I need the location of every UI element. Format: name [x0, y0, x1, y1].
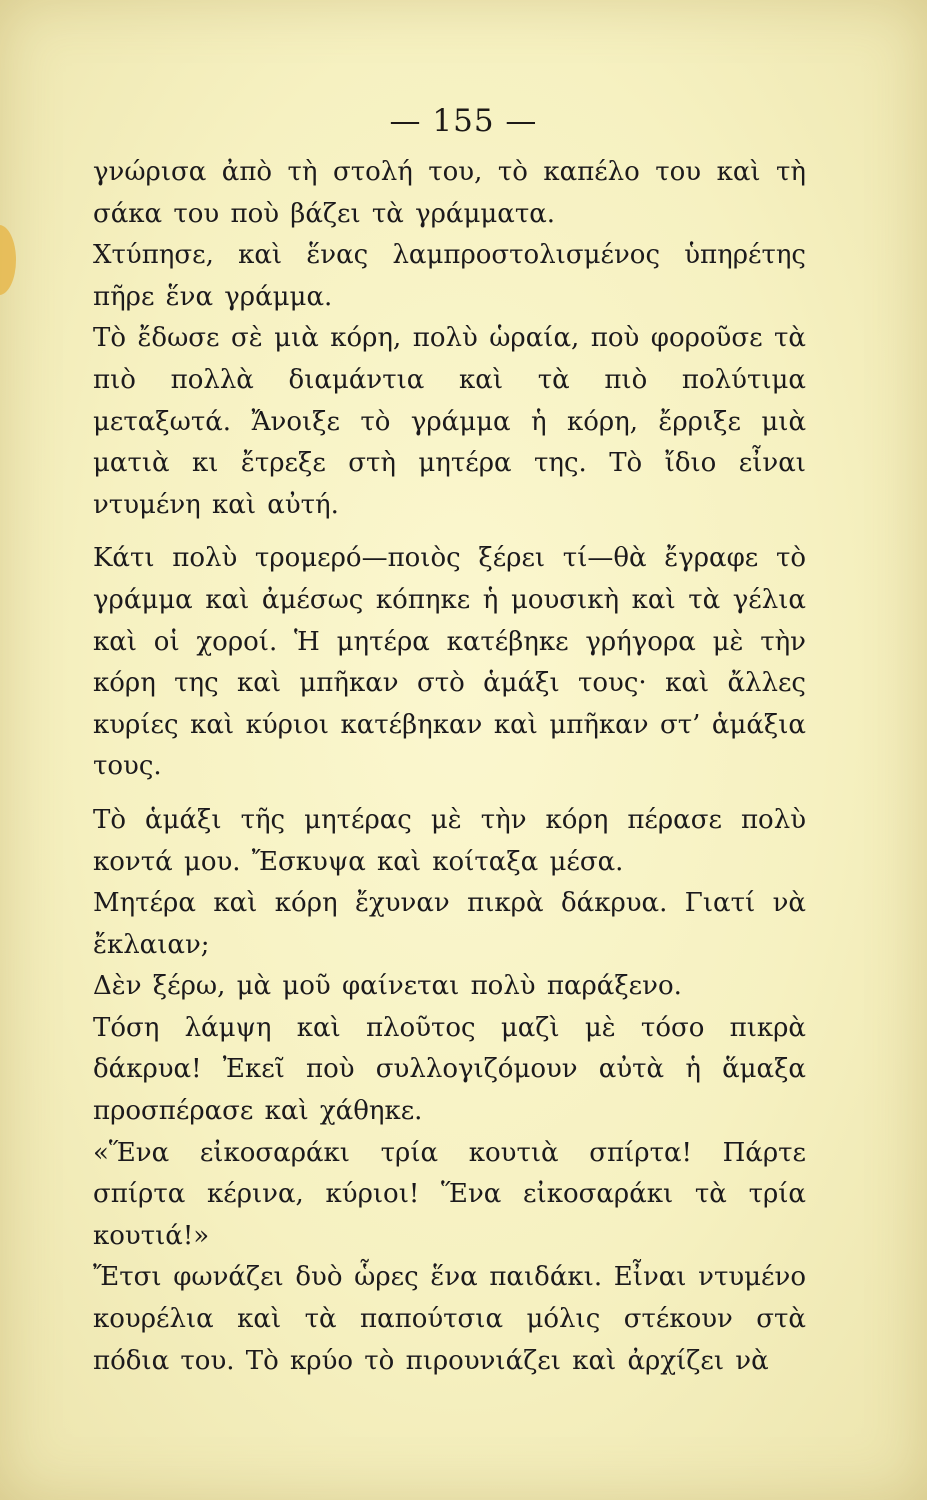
paragraph-1: γνώρισα ἀπὸ τὴ στολή του, τὸ καπέλο του καὶ τὴ σάκα του ποὺ βάζει τὰ γράμματα. [93, 157, 806, 229]
paragraph-8: Τόση λάμψη καὶ πλοῦτος μαζὶ μὲ τόσο πικρὰ δάκρυα! Ἐκεῖ ποὺ συλλογιζόμουν αὐτὰ ἡ ἅμαξα προσπέρασε καὶ χάθηκε. [93, 1012, 806, 1127]
paragraph-7: Δὲν ξέρω, μὰ μοῦ φαίνεται πολὺ παράξενο. [93, 971, 682, 1002]
paragraph-6: Μητέρα καὶ κόρη ἔχυναν πικρὰ δάκρυα. Γιατί νὰ ἔκλαιαν; [93, 888, 806, 960]
paragraph-2: Χτύπησε, καὶ ἕνας λαμπροστολισμένος ὑπηρέτης πῆρε ἕνα γράμμα. [93, 240, 806, 312]
page-edge-stain [0, 225, 16, 295]
paragraph-4: Κάτι πολὺ τρομερό—ποιὸς ξέρει τί—θὰ ἔγραφε τὸ γράμμα καὶ ἀμέσως κόπηκε ἡ μουσικὴ καὶ τὰ γέλια καὶ οἱ χοροί. Ἡ μητέρα κατέβηκε γρήγορα μὲ τὴν κόρη της καὶ μπῆκαν στὸ ἁμάξι τους· καὶ ἄλλες κυρίες καὶ κύριοι κατέβηκαν καὶ μπῆκαν στ’ ἁμάξια τους. [93, 543, 806, 782]
page-body-text [93, 152, 806, 1382]
paragraph-3: Τὸ ἔδωσε σὲ μιὰ κόρη, πολὺ ὡραία, ποὺ φοροῦσε τὰ πιὸ πολλὰ διαμάντια καὶ τὰ πιὸ πολύτιμα μεταξωτά. Ἄνοιξε τὸ γράμμα ἡ κόρη, ἔρριξε μιὰ ματιὰ κι ἔτρεξε στὴ μητέρα της. Τὸ ἴδιο εἶναι ντυμένη καὶ αὐτή. [93, 323, 806, 520]
paragraph-9: «Ἕνα εἰκοσαράκι τρία κουτιὰ σπίρτα! Πάρτε σπίρτα κέρινα, κύριοι! Ἕνα εἰκοσαράκι τὰ τρία κουτιά!» [93, 1137, 806, 1251]
paragraph-10: Ἔτσι φωνάζει δυὸ ὧρες ἕνα παιδάκι. Εἶναι ντυμένο κουρέλια καὶ τὰ παπούτσια μόλις στέκουν στὰ πόδια του. Τὸ κρύο τὸ πιρουνιάζει καὶ ἀρχίζει νὰ [93, 1262, 806, 1376]
paragraph-5: Τὸ ἁμάξι τῆς μητέρας μὲ τὴν κόρη πέρασε πολὺ κοντά μου. Ἔσκυψα καὶ κοίταξα μέσα. [93, 804, 806, 877]
page-number: — 155 — [389, 103, 538, 139]
